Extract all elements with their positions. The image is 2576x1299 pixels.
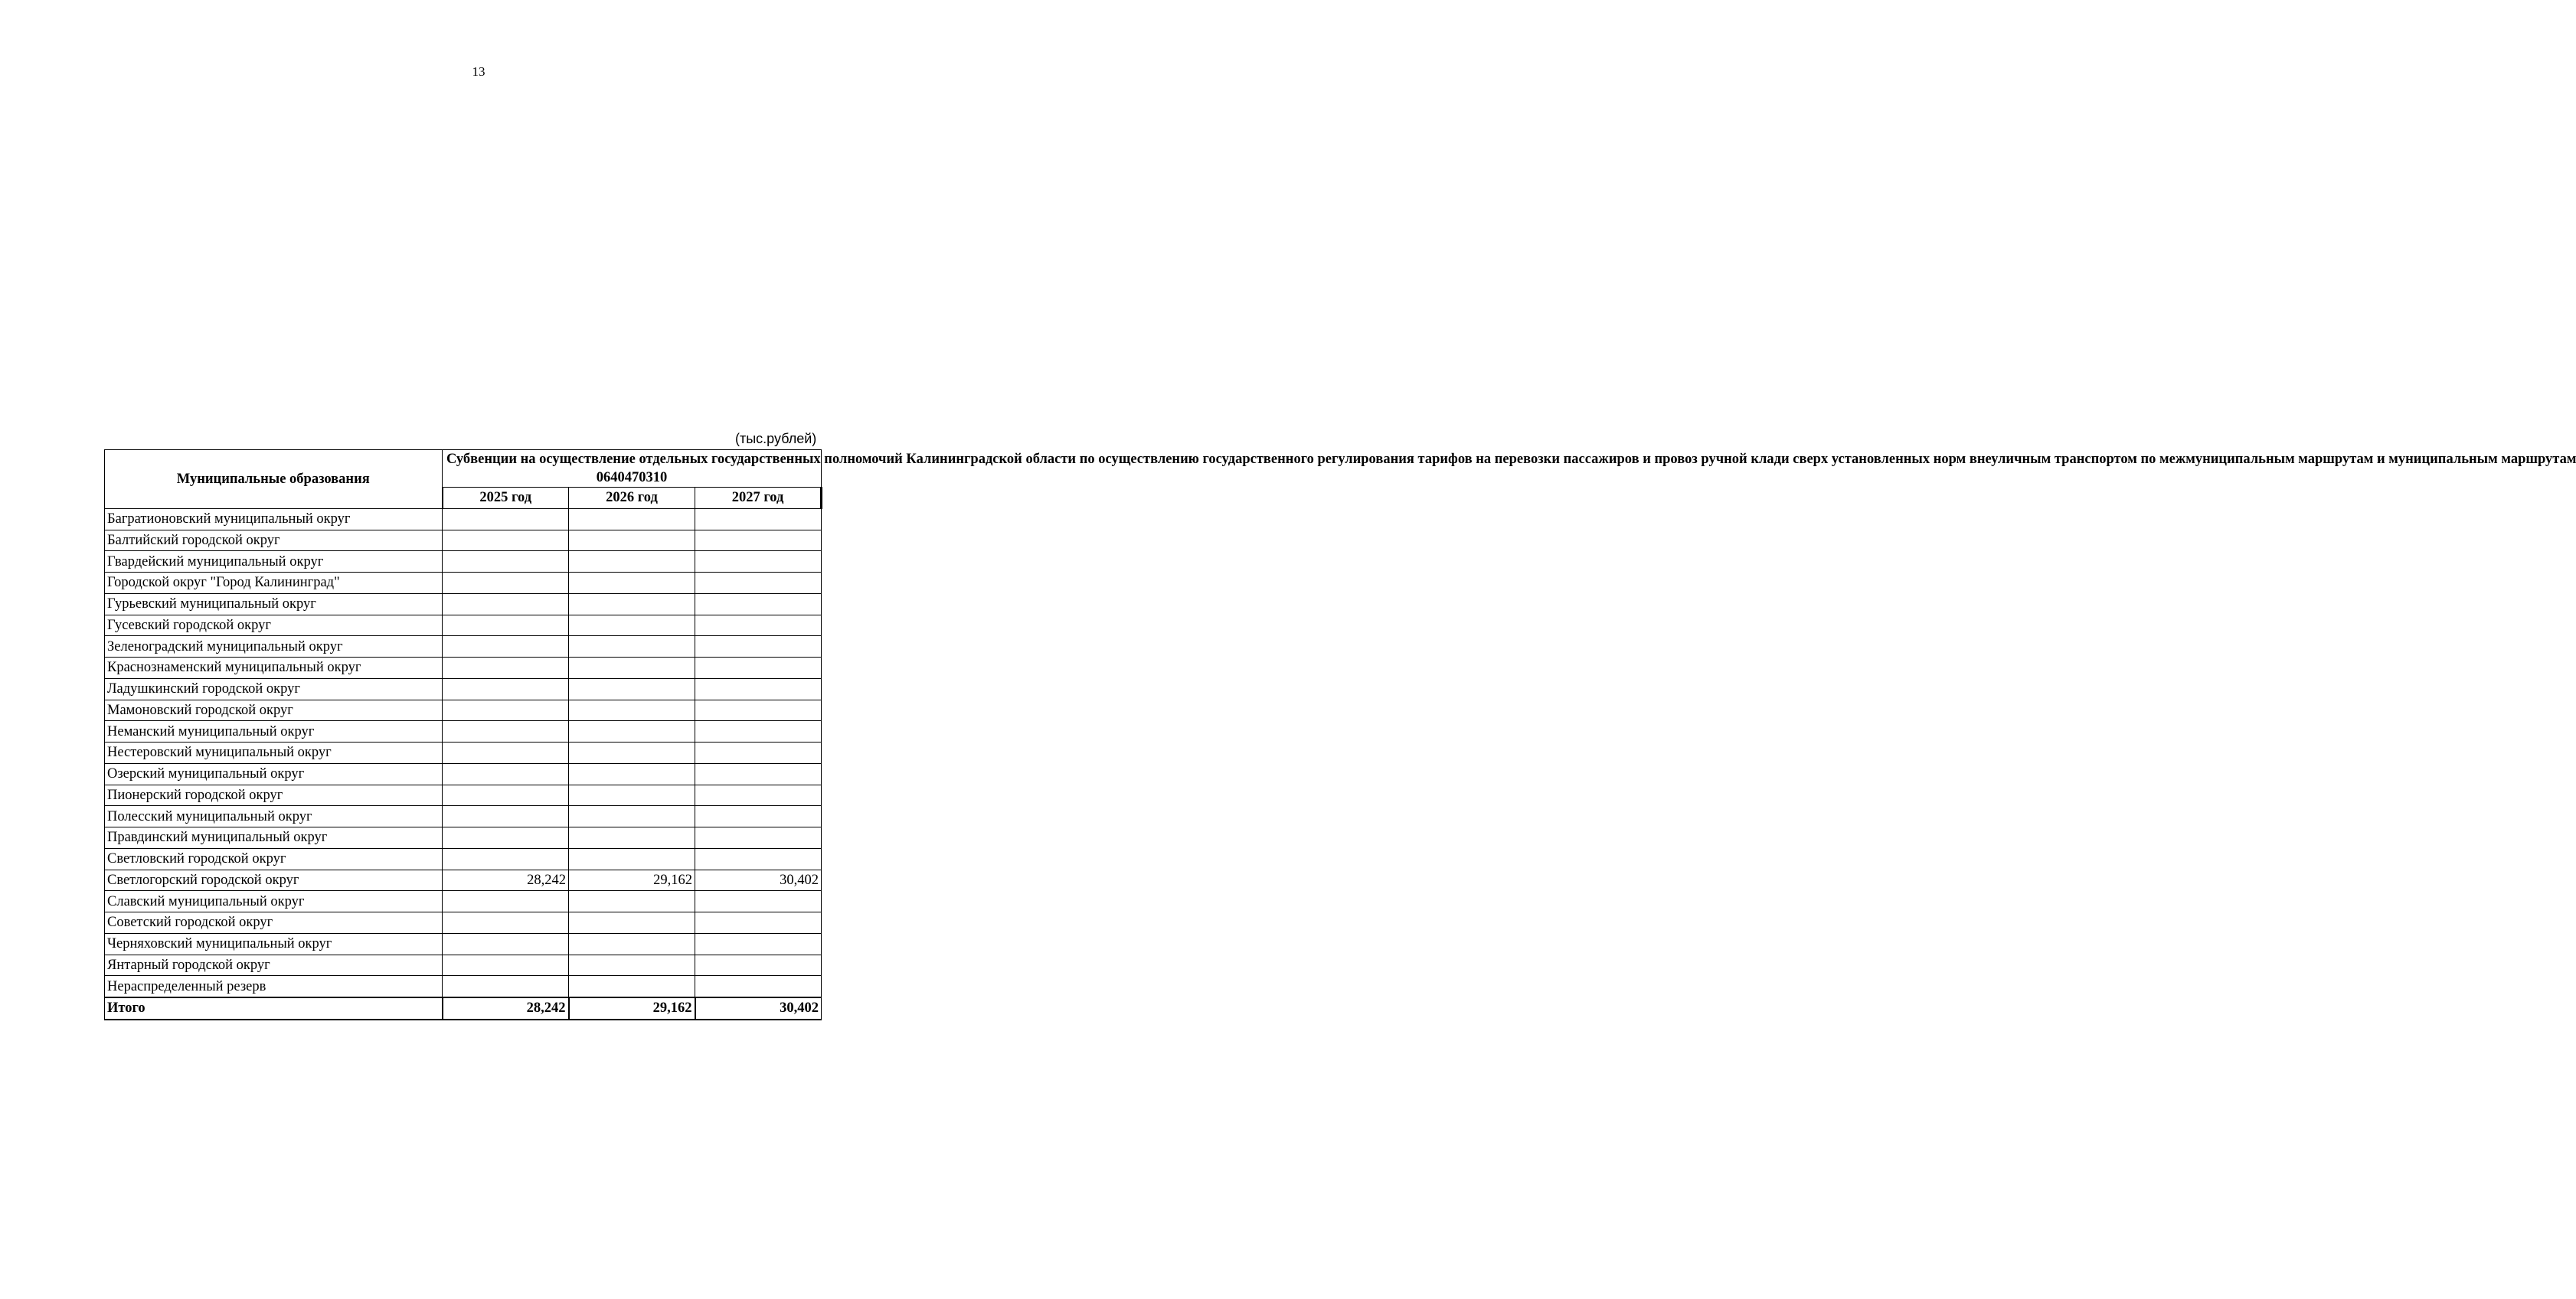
total-2027: 30,402	[695, 997, 822, 1020]
value-2025	[443, 615, 569, 636]
value-2026	[569, 573, 695, 594]
table-body	[105, 450, 2576, 1020]
value-2027	[695, 658, 822, 679]
value-2025	[443, 806, 569, 827]
municipality-name: Светловский городской округ	[105, 848, 443, 870]
value-2027	[695, 976, 822, 997]
value-2025	[443, 785, 569, 806]
value-2027	[695, 593, 822, 615]
table-row	[105, 976, 822, 997]
table-row	[105, 700, 822, 721]
units-label: (тыс.рублей)	[735, 431, 817, 446]
municipality-name: Янтарный городской округ	[105, 955, 443, 976]
municipality-name: Гвардейский муниципальный округ	[105, 551, 443, 573]
value-2027: 30,402	[695, 870, 822, 891]
value-2026	[569, 827, 695, 849]
value-2026	[569, 933, 695, 955]
value-2026	[569, 806, 695, 827]
value-2027	[695, 551, 822, 573]
header-title-text: Субвенции на осуществление отдельных государственных полномочий Калининградской области по осуществлению государственного регулирования тарифов на перевозки пассажиров и провоз ручной клади сверх установленных норм внеуличным транспортом по межмуниципальным маршрутам и муниципальным маршрутам	[446, 452, 2576, 467]
table-row	[105, 870, 822, 891]
table-row	[105, 933, 822, 955]
header-code: 0640470310	[596, 470, 668, 485]
value-2027	[695, 573, 822, 594]
value-2026	[569, 721, 695, 743]
value-2026	[569, 658, 695, 679]
value-2026	[569, 530, 695, 551]
municipality-name: Нестеровский муниципальный округ	[105, 743, 443, 764]
value-2026	[569, 891, 695, 912]
value-2027	[695, 891, 822, 912]
table-row	[105, 508, 822, 530]
value-2026	[569, 848, 695, 870]
municipality-name: Черняховский муниципальный округ	[105, 933, 443, 955]
value-2027	[695, 763, 822, 785]
value-2027	[695, 530, 822, 551]
value-2026: 29,162	[569, 870, 695, 891]
value-2027	[695, 933, 822, 955]
value-2025	[443, 678, 569, 700]
value-2025	[443, 508, 569, 530]
table-row	[105, 912, 822, 934]
value-2025: 28,242	[443, 870, 569, 891]
table-row	[105, 593, 822, 615]
value-2025	[443, 700, 569, 721]
value-2025	[443, 530, 569, 551]
year-header-2026: 2026 год	[569, 488, 695, 509]
municipality-name: Гусевский городской округ	[105, 615, 443, 636]
table-row	[105, 743, 822, 764]
municipality-name: Пионерский городской округ	[105, 785, 443, 806]
municipality-name: Правдинский муниципальный округ	[105, 827, 443, 849]
value-2026	[569, 615, 695, 636]
value-2025	[443, 912, 569, 934]
table-row	[105, 551, 822, 573]
total-2026: 29,162	[569, 997, 695, 1020]
value-2026	[569, 636, 695, 658]
value-2027	[695, 743, 822, 764]
value-2026	[569, 700, 695, 721]
municipality-name: Озерский муниципальный округ	[105, 763, 443, 785]
subventions-table	[104, 449, 2576, 1020]
total-label: Итого	[105, 997, 443, 1020]
municipality-name: Краснознаменский муниципальный округ	[105, 658, 443, 679]
value-2027	[695, 955, 822, 976]
value-2027	[695, 806, 822, 827]
year-header-2027: 2027 год	[695, 488, 822, 509]
table-row	[105, 827, 822, 849]
value-2026	[569, 976, 695, 997]
header-subvention-title	[443, 450, 2576, 488]
value-2025	[443, 658, 569, 679]
value-2027	[695, 678, 822, 700]
municipality-name: Балтийский городской округ	[105, 530, 443, 551]
municipality-name: Мамоновский городской округ	[105, 700, 443, 721]
value-2025	[443, 891, 569, 912]
municipality-name: Славский муниципальный округ	[105, 891, 443, 912]
table-row	[105, 955, 822, 976]
value-2025	[443, 743, 569, 764]
municipality-name: Полесский муниципальный округ	[105, 806, 443, 827]
value-2025	[443, 721, 569, 743]
value-2025	[443, 848, 569, 870]
value-2026	[569, 551, 695, 573]
table-row	[105, 615, 822, 636]
value-2027	[695, 848, 822, 870]
value-2027	[695, 785, 822, 806]
value-2026	[569, 955, 695, 976]
municipality-name: Нераспределенный резерв	[105, 976, 443, 997]
value-2025	[443, 551, 569, 573]
table-row	[105, 891, 822, 912]
value-2026	[569, 678, 695, 700]
value-2026	[569, 508, 695, 530]
header-municipalities: Муниципальные образования	[105, 450, 443, 509]
total-2025: 28,242	[443, 997, 569, 1020]
total-row	[105, 997, 822, 1020]
table-row	[105, 785, 822, 806]
value-2025	[443, 827, 569, 849]
municipality-name: Городской округ "Город Калининград"	[105, 573, 443, 594]
table-row	[105, 763, 822, 785]
page-number: 13	[472, 64, 485, 79]
value-2027	[695, 827, 822, 849]
value-2027	[695, 721, 822, 743]
municipality-name: Багратионовский муниципальный округ	[105, 508, 443, 530]
value-2026	[569, 593, 695, 615]
municipality-name: Зеленоградский муниципальный округ	[105, 636, 443, 658]
value-2026	[569, 763, 695, 785]
table-row	[105, 848, 822, 870]
value-2025	[443, 933, 569, 955]
table-row	[105, 573, 822, 594]
table-row	[105, 721, 822, 743]
municipality-name: Советский городской округ	[105, 912, 443, 934]
municipality-name: Ладушкинский городской округ	[105, 678, 443, 700]
table-row	[105, 678, 822, 700]
value-2027	[695, 615, 822, 636]
table-row	[105, 806, 822, 827]
value-2025	[443, 955, 569, 976]
value-2026	[569, 912, 695, 934]
value-2026	[569, 743, 695, 764]
value-2026	[569, 785, 695, 806]
value-2027	[695, 700, 822, 721]
value-2025	[443, 636, 569, 658]
municipality-name: Светлогорский городской округ	[105, 870, 443, 891]
municipality-name: Неманский муниципальный округ	[105, 721, 443, 743]
value-2025	[443, 593, 569, 615]
municipality-name: Гурьевский муниципальный округ	[105, 593, 443, 615]
table-row	[105, 530, 822, 551]
year-header-2025: 2025 год	[443, 488, 569, 509]
value-2027	[695, 912, 822, 934]
value-2025	[443, 573, 569, 594]
value-2025	[443, 976, 569, 997]
table-header-row	[105, 450, 822, 488]
table-row	[105, 636, 822, 658]
value-2027	[695, 508, 822, 530]
table-row	[105, 658, 822, 679]
value-2027	[695, 636, 822, 658]
value-2025	[443, 763, 569, 785]
